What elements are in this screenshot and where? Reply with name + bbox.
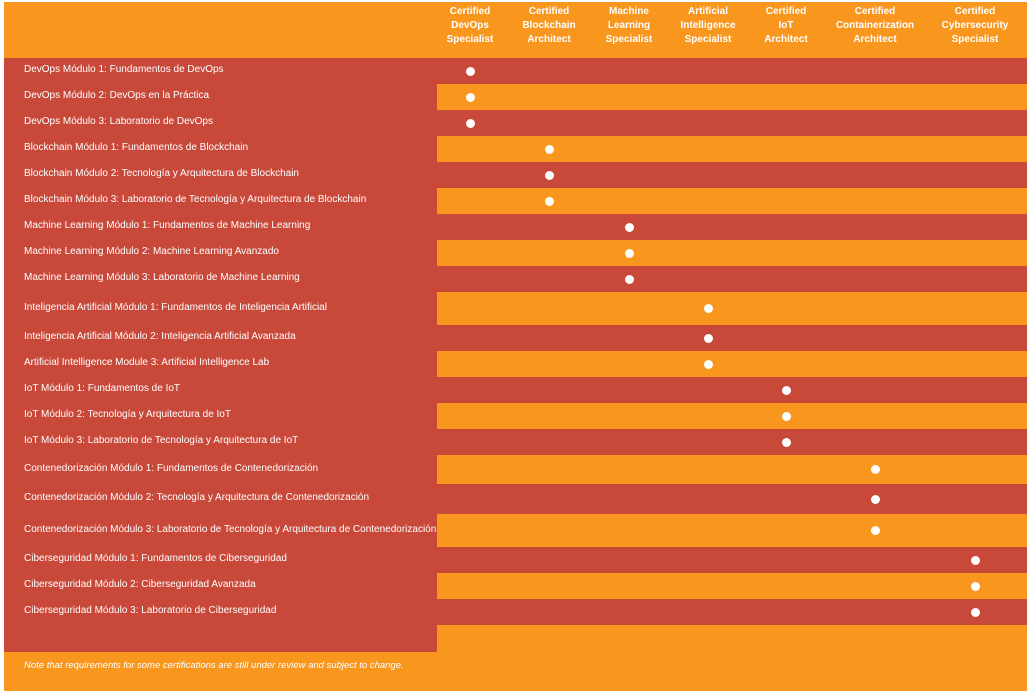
module-label: Machine Learning Módulo 2: Machine Learning Avanzado [24,246,279,257]
requirement-dot [466,67,475,76]
row-stripe [437,325,1027,351]
requirement-dot [971,582,980,591]
requirement-dot [782,412,791,421]
module-label: Blockchain Módulo 2: Tecnología y Arquitectura de Blockchain [24,168,299,179]
row-stripe [437,599,1027,625]
row-stripe [437,266,1027,292]
row-stripe [437,162,1027,188]
column-header-line: Machine [608,6,649,17]
column-header-line: Containerization [835,20,915,31]
requirement-dot [625,249,634,258]
row-stripe [437,484,1027,514]
module-label: Artificial Intelligence Module 3: Artificial Intelligence Lab [24,357,270,368]
row-stripe [437,573,1027,599]
module-label: DevOps Módulo 1: Fundamentos de DevOps [24,64,224,75]
row-stripe [437,403,1027,429]
column-header [933,5,1017,47]
requirement-dot [545,171,554,180]
requirement-dot [782,386,791,395]
column-header [744,5,828,47]
column-header-line: Certified [765,6,807,17]
column-header-line: Architect [764,34,808,45]
column-header-line: Artificial [687,6,728,17]
row-stripe [437,377,1027,403]
row-stripe [437,514,1027,547]
requirement-dot [545,197,554,206]
row-stripe [437,455,1027,484]
module-label: Blockchain Módulo 3: Laboratorio de Tecnología y Arquitectura de Blockchain [24,194,367,205]
requirement-dot [871,495,880,504]
column-header-line: Learning [607,20,651,31]
module-label: DevOps Módulo 2: DevOps en la Práctica [24,90,210,101]
column-header-line: Specialist [684,34,732,45]
row-stripe [437,214,1027,240]
module-label: IoT Módulo 1: Fundamentos de IoT [24,383,181,394]
module-label: Blockchain Módulo 1: Fundamentos de Blockchain [24,142,249,153]
column-header [666,5,750,47]
module-label: DevOps Módulo 3: Laboratorio de DevOps [24,116,213,127]
module-label: Contenedorización Módulo 2: Tecnología y Arquitectura de Contenedorización [24,492,370,503]
requirement-dot [704,304,713,313]
column-header-line: Specialist [951,34,999,45]
row-stripe [437,84,1027,110]
row-stripe [437,136,1027,162]
column-header-line: Intelligence [680,20,736,31]
requirement-dot [871,465,880,474]
column-header-line: Certified [528,6,570,17]
module-label: IoT Módulo 3: Laboratorio de Tecnología y Arquitectura de IoT [24,435,299,446]
module-label: Inteligencia Artificial Módulo 1: Fundamentos de Inteligencia Artificial [24,301,327,313]
row-stripe [437,292,1027,325]
module-label: Ciberseguridad Módulo 1: Fundamentos de Ciberseguridad [24,553,287,564]
requirement-dot [625,275,634,284]
column-header [833,5,917,47]
module-label: Machine Learning Módulo 3: Laboratorio de Machine Learning [24,272,300,283]
requirement-dot [704,360,713,369]
row-stripe [437,547,1027,573]
requirement-dot [871,526,880,535]
requirement-dot [782,438,791,447]
column-header-line: Certified [954,6,996,17]
module-label: IoT Módulo 2: Tecnología y Arquitectura de IoT [24,409,231,420]
requirement-dot [971,556,980,565]
certification-matrix [4,2,1027,691]
module-label: Inteligencia Artificial Módulo 2: Inteligencia Artificial Avanzada [24,331,296,342]
column-header [507,5,591,47]
requirement-dot [466,119,475,128]
requirement-dot [971,608,980,617]
module-label: Machine Learning Módulo 1: Fundamentos de Machine Learning [24,220,311,231]
row-stripe [437,351,1027,377]
module-label: Contenedorización Módulo 3: Laboratorio de Tecnología y Arquitectura de Contenedorización [24,523,437,535]
column-header-line: Certified [449,6,491,17]
column-header-line: Specialist [446,34,494,45]
column-header-line: Architect [527,34,571,45]
requirement-dot [625,223,634,232]
module-label: Ciberseguridad Módulo 2: Ciberseguridad Avanzada [24,579,256,590]
row-stripe [437,58,1027,84]
column-header-line: IoT [778,20,794,31]
column-header-line: Certified [854,6,896,17]
requirement-dot [704,334,713,343]
column-header-line: DevOps [451,20,489,31]
column-header-line: Specialist [605,34,653,45]
column-header [587,5,671,47]
requirement-dot [466,93,475,102]
column-header-line: Architect [853,34,897,45]
requirement-dot [545,145,554,154]
module-label: Ciberseguridad Módulo 3: Laboratorio de Ciberseguridad [24,605,277,616]
row-stripe [437,188,1027,214]
row-stripe [437,429,1027,455]
row-stripe [437,240,1027,266]
column-header [428,5,512,47]
row-stripe [437,110,1027,136]
module-label: Contenedorización Módulo 1: Fundamentos de Contenedorización [24,462,319,474]
column-header-line: Cybersecurity [941,20,1009,31]
footnote: Note that requirements for some certifications are still under review and subject to change. [24,660,404,671]
column-header-line: Blockchain [522,20,576,31]
